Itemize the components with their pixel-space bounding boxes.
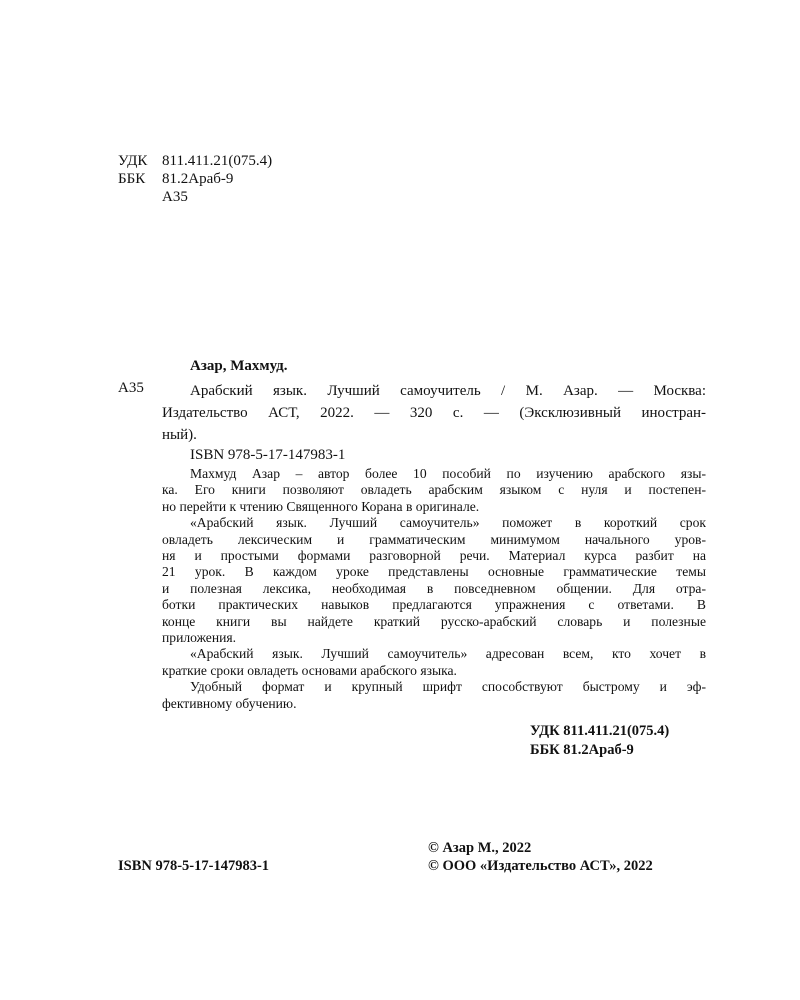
bottom-udk: УДК 811.411.21(075.4) <box>530 723 670 739</box>
annotation-line: 21 урок. В каждом уроке представлены основные грамматические темы <box>162 564 706 580</box>
annotation-line: ня и простыми формами разговорной речи. Материал курса разбит на <box>162 548 706 564</box>
annotation-line: ботки практических навыков предлагаются упражнения с ответами. В <box>162 597 706 613</box>
author-mark: А35 <box>162 189 188 205</box>
udk-value: 811.411.21(075.4) <box>162 153 273 169</box>
annotation-line: овладеть лексическим и грамматическим минимумом начального уров- <box>162 531 706 547</box>
bib-line-1: Арабский язык. Лучший самоучитель / М. Азар. — Москва: <box>190 383 706 399</box>
annotation-line: Махмуд Азар – автор более 10 пособий по изучению арабского язы- <box>190 466 706 481</box>
bbk-value: 81.2Араб-9 <box>162 171 234 187</box>
bib-line-2: Издательство АСТ, 2022. — 320 с. — (Эксклюзивный иностран- <box>162 405 706 421</box>
udk-label: УДК <box>118 153 148 169</box>
bibliographic-record <box>162 380 706 446</box>
classification-codes <box>118 152 272 206</box>
copyright-publisher: © ООО «Издательство АСТ», 2022 <box>428 858 653 874</box>
isbn-footer: ISBN 978-5-17-147983-1 <box>118 858 270 874</box>
bbk-label: ББК <box>118 171 146 187</box>
udk-row <box>118 152 272 170</box>
annotation-line: приложения. <box>162 630 237 646</box>
annotation-line: Удобный формат и крупный шрифт способствуют быстрому и эф- <box>190 679 706 695</box>
author-mark-bib: А35 <box>118 380 144 396</box>
annotation-line: ка. Его книги позволяют овладеть арабским языком с нуля и постепен- <box>162 482 706 498</box>
copyright-author: © Азар М., 2022 <box>428 840 532 856</box>
annotation-line: но перейти к чтению Священного Корана в оригинале. <box>162 498 480 514</box>
bottom-bbk: ББК 81.2Араб-9 <box>530 742 634 758</box>
annotation-line: краткие сроки овладеть основами арабского языка. <box>162 662 457 678</box>
annotation-line: «Арабский язык. Лучший самоучитель» поможет в короткий срок <box>190 515 706 531</box>
annotation-line: и полезная лексика, необходимая в повседневном общении. Для отра- <box>162 580 706 596</box>
annotation <box>162 466 706 712</box>
annotation-line: «Арабский язык. Лучший самоучитель» адресован всем, кто хочет в <box>190 646 706 662</box>
isbn-bib: ISBN 978-5-17-147983-1 <box>190 447 346 463</box>
bottom-classification-codes <box>530 722 669 760</box>
annotation-line: конце книги вы найдете краткий русско-арабский словарь и полезные <box>162 613 706 629</box>
author-name: Азар, Махмуд. <box>190 358 288 374</box>
bbk-row <box>118 170 272 188</box>
annotation-line: фективному обучению. <box>162 695 297 711</box>
bib-line-3: ный). <box>162 427 197 443</box>
